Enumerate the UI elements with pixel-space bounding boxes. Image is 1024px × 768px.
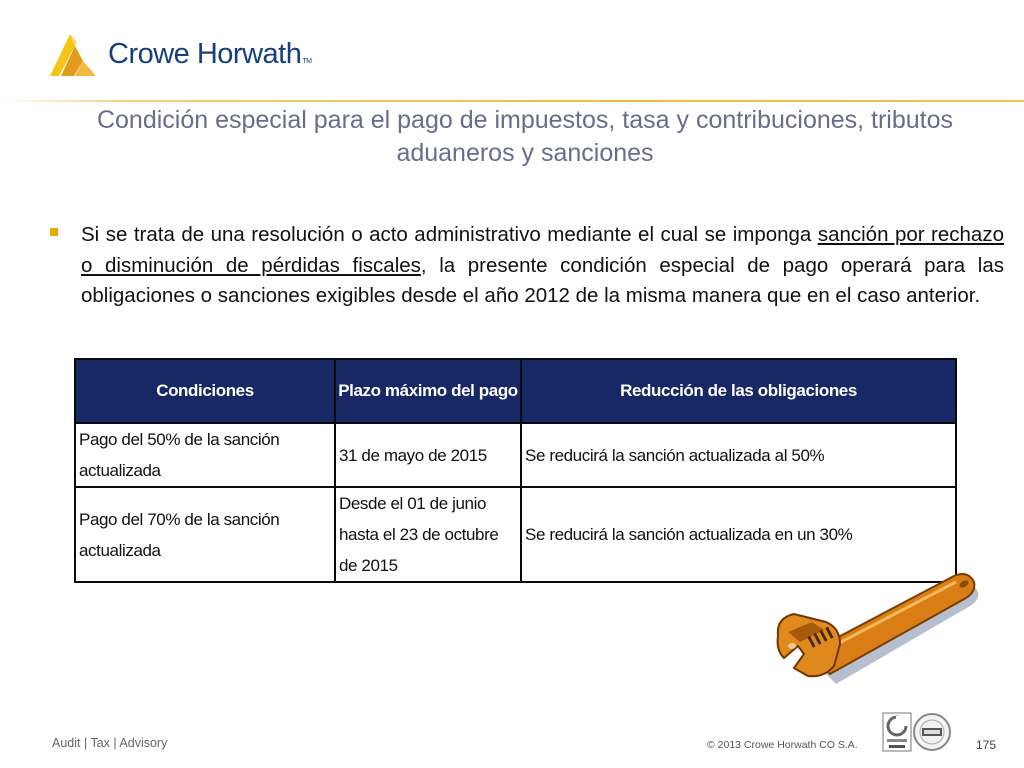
footer-copyright: © 2013 Crowe Horwath CO S.A.: [707, 739, 858, 751]
page-number: 175: [976, 738, 997, 752]
table-cell: Pago del 70% de la sanción actualizada: [75, 487, 335, 582]
table-cell: Se reducirá la sanción actualizada al 50%: [521, 423, 956, 487]
table-cell: Desde el 01 de junio hasta el 23 de octubre de 2015: [335, 487, 521, 582]
table-cell: Pago del 50% de la sanción actualizada: [75, 423, 335, 487]
bullet-lead: Si se trata de una resolución o acto administrativo mediante el cual se imponga: [81, 223, 818, 246]
table-header-row: [75, 359, 956, 423]
header-divider: [0, 100, 1024, 102]
table-cell: Se reducirá la sanción actualizada en un 30%: [521, 487, 956, 582]
bullet-underlined-phrase: sanción por rechazo o disminución de pérdidas fiscales: [81, 223, 1004, 277]
iqnet-certification-badge-icon: [912, 712, 952, 752]
iso-certification-badge-icon: [882, 712, 912, 752]
logo-trademark: TM: [302, 58, 312, 65]
table-cell: 31 de mayo de 2015: [335, 423, 521, 487]
table-row: [75, 423, 956, 487]
table-header-cell: Condiciones: [75, 359, 335, 423]
wrench-icon: [770, 560, 990, 700]
slide-title: Condición especial para el pago de impuestos, tasa y contribuciones, tributos aduaneros y sanciones: [96, 106, 954, 167]
conditions-table: [74, 358, 957, 583]
footer-services: Audit | Tax | Advisory: [52, 736, 168, 750]
logo-wordmark: [108, 38, 311, 71]
table-header-cell: Plazo máximo del pago: [335, 359, 521, 423]
table-header-cell: Reducción de las obligaciones: [521, 359, 956, 423]
bullet-paragraph: [44, 220, 1004, 312]
bullet-tail: , la presente condición especial de pago operará para las obligaciones o sanciones exigibles desde el año 2012 de la misma manera que en el caso anterior.: [81, 253, 1004, 307]
company-logo: [50, 32, 330, 80]
bullet-square-icon: [50, 228, 58, 236]
bullet-text: [81, 220, 1004, 312]
crowe-logo-mark-icon: [50, 32, 100, 78]
logo-text: Crowe Horwath: [108, 38, 302, 70]
